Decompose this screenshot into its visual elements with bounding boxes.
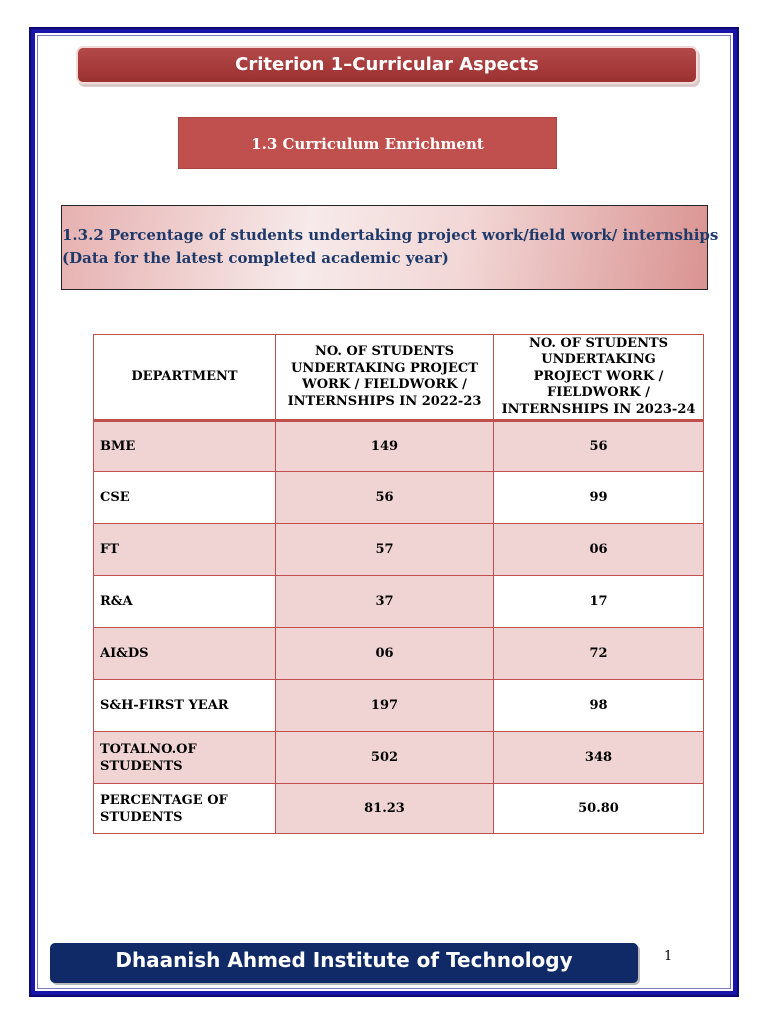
department-cell: S&H-FIRST YEAR: [94, 680, 276, 732]
metric-subtitle: (Data for the latest completed academic year): [62, 249, 449, 267]
header-department: DEPARTMENT: [94, 335, 276, 421]
institution-footer-banner: Dhaanish Ahmed Institute of Technology: [50, 943, 638, 983]
page-number: 1: [664, 949, 673, 964]
department-cell: BME: [94, 421, 276, 472]
percentage-2023-24-cell: 50.80: [494, 784, 704, 834]
table-row: [94, 732, 704, 784]
count-2023-24-cell: 56: [494, 421, 704, 472]
table-row: [94, 680, 704, 732]
count-2023-24-cell: 17: [494, 576, 704, 628]
department-cell: FT: [94, 524, 276, 576]
table-row: [94, 628, 704, 680]
count-2022-23-cell: 37: [276, 576, 494, 628]
criterion-title-banner: Criterion 1–Curricular Aspects: [76, 46, 698, 84]
count-2022-23-cell: 197: [276, 680, 494, 732]
students-project-table: [93, 334, 704, 834]
table-header-row: [94, 335, 704, 421]
table-row: [94, 421, 704, 472]
total-2022-23-cell: 502: [276, 732, 494, 784]
metric-heading-box: [61, 205, 719, 290]
count-2023-24-cell: 72: [494, 628, 704, 680]
count-2022-23-cell: 06: [276, 628, 494, 680]
total-label-cell: TOTALNO.OF STUDENTS: [94, 732, 276, 784]
total-2023-24-cell: 348: [494, 732, 704, 784]
percentage-label-cell: PERCENTAGE OF STUDENTS: [94, 784, 276, 834]
count-2022-23-cell: 149: [276, 421, 494, 472]
section-title-box: 1.3 Curriculum Enrichment: [178, 117, 557, 169]
header-2022-23: NO. OF STUDENTS UNDERTAKING PROJECT WORK / FIELDWORK / INTERNSHIPS IN 2022-23: [276, 335, 494, 421]
table-row: [94, 524, 704, 576]
department-cell: CSE: [94, 472, 276, 524]
department-cell: R&A: [94, 576, 276, 628]
count-2023-24-cell: 99: [494, 472, 704, 524]
table-row: [94, 576, 704, 628]
metric-title: 1.3.2 Percentage of students undertaking project work/field work/ internships: [62, 226, 719, 244]
table-row: [94, 784, 704, 834]
count-2023-24-cell: 06: [494, 524, 704, 576]
count-2023-24-cell: 98: [494, 680, 704, 732]
department-cell: AI&DS: [94, 628, 276, 680]
percentage-2022-23-cell: 81.23: [276, 784, 494, 834]
header-2023-24: NO. OF STUDENTS UNDERTAKING PROJECT WORK / FIELDWORK / INTERNSHIPS IN 2023-24: [494, 335, 704, 421]
count-2022-23-cell: 56: [276, 472, 494, 524]
table-row: [94, 472, 704, 524]
count-2022-23-cell: 57: [276, 524, 494, 576]
